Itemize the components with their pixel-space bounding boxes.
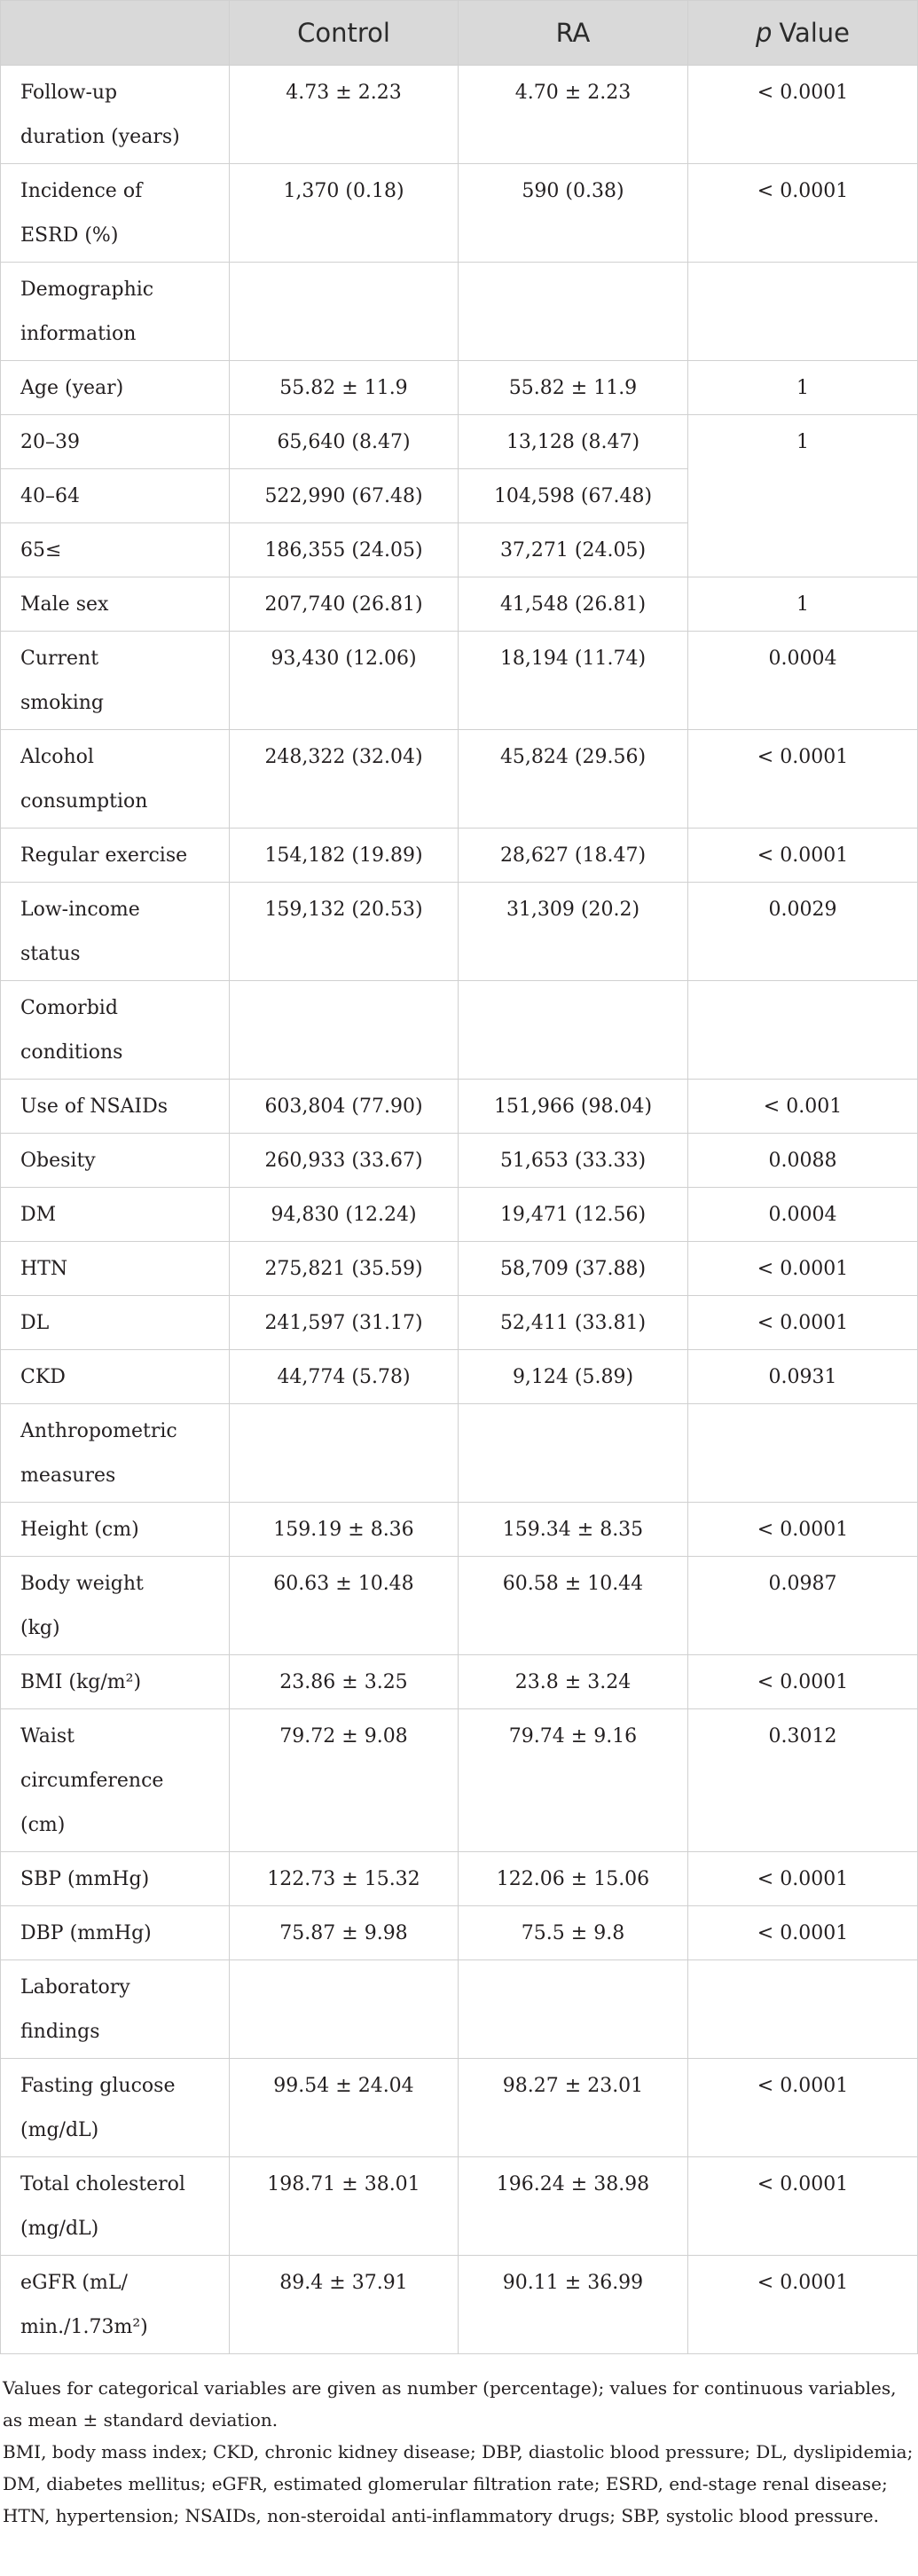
ra-value-cell: 122.06 ± 15.06	[459, 1852, 688, 1906]
p-value-cell: < 0.0001	[688, 829, 918, 883]
row-label-line: eGFR (mL/	[20, 2272, 128, 2294]
row-label-line: duration (years)	[20, 126, 180, 148]
control-value-cell: 198.71 ± 38.01	[230, 2157, 459, 2256]
empty-p-value-cell	[688, 1960, 918, 2059]
footnote-abbreviations: BMI, body mass index; CKD, chronic kidney disease; DBP, diastolic blood pressure; DL, dyslipidemia; DM, diabetes mellitus; eGFR, estimated glomerular filtration rate; ESRD, end-stage renal disease; HTN, hypertension; NSAIDs, non-steroidal anti-inflammatory drugs; SBP, systolic blood pressure.	[3, 2441, 914, 2526]
p-value-cell: < 0.0001	[688, 1852, 918, 1906]
ra-value-cell: 41,548 (26.81)	[459, 577, 688, 632]
p-value-cell: < 0.0001	[688, 164, 918, 263]
row-label-line: (mg/dL)	[20, 2119, 99, 2141]
row-label-cell	[1, 523, 230, 577]
row-label-cell	[1, 829, 230, 883]
p-value-cell: < 0.0001	[688, 2059, 918, 2157]
control-value-cell: 65,640 (8.47)	[230, 415, 459, 469]
row-label-cell	[1, 1655, 230, 1709]
control-value-cell: 275,821 (35.59)	[230, 1242, 459, 1296]
row-label-line: Regular exercise	[20, 844, 188, 867]
control-value-cell: 159.19 ± 8.36	[230, 1503, 459, 1557]
row-label-cell	[1, 577, 230, 632]
header-control: Control	[230, 1, 459, 66]
row-label-cell	[1, 469, 230, 523]
control-value-cell: 122.73 ± 15.32	[230, 1852, 459, 1906]
section-heading-cell	[1, 1960, 230, 2059]
section-heading-line: findings	[20, 2021, 100, 2043]
p-value-cell: 0.0987	[688, 1557, 918, 1655]
ra-value-cell: 104,598 (67.48)	[459, 469, 688, 523]
footnote-values-note: Values for categorical variables are given as number (percentage); values for continuous variables, as mean ± standard deviation.	[3, 2377, 897, 2431]
row-label-line: Total cholesterol	[20, 2173, 185, 2195]
ra-value-cell: 28,627 (18.47)	[459, 829, 688, 883]
ra-value-cell: 9,124 (5.89)	[459, 1350, 688, 1404]
row-label-cell	[1, 2157, 230, 2256]
ra-value-cell: 18,194 (11.74)	[459, 632, 688, 730]
p-value-cell: < 0.0001	[688, 1242, 918, 1296]
row-label-line: ESRD (%)	[20, 224, 119, 247]
control-value-cell: 55.82 ± 11.9	[230, 361, 459, 415]
control-value-cell: 522,990 (67.48)	[230, 469, 459, 523]
p-value-cell: < 0.0001	[688, 1503, 918, 1557]
p-value-cell: < 0.001	[688, 1080, 918, 1134]
row-label-line: status	[20, 943, 81, 965]
row-label-line: HTN	[20, 1258, 68, 1280]
header-ra: RA	[459, 1, 688, 66]
row-label-line: (cm)	[20, 1814, 66, 1836]
row-label-line: Follow-up	[20, 82, 118, 104]
row-label-cell	[1, 2256, 230, 2354]
p-value-cell: < 0.0001	[688, 66, 918, 164]
control-value-cell: 99.54 ± 24.04	[230, 2059, 459, 2157]
row-label-line: DL	[20, 1312, 50, 1334]
section-heading-cell	[1, 1404, 230, 1503]
row-label-cell	[1, 1557, 230, 1655]
ra-value-cell: 196.24 ± 38.98	[459, 2157, 688, 2256]
p-value-cell: 0.0004	[688, 1188, 918, 1242]
p-value-cell: 1	[688, 415, 918, 577]
p-value-cell: 0.0004	[688, 632, 918, 730]
control-value-cell: 23.86 ± 3.25	[230, 1655, 459, 1709]
p-value-cell: < 0.0001	[688, 2256, 918, 2354]
empty-control-cell	[230, 981, 459, 1080]
empty-control-cell	[230, 1404, 459, 1503]
ra-value-cell: 60.58 ± 10.44	[459, 1557, 688, 1655]
row-label-line: Male sex	[20, 593, 109, 616]
control-value-cell: 159,132 (20.53)	[230, 883, 459, 981]
table-footnote	[0, 2354, 918, 2532]
row-label-line: Current	[20, 648, 99, 670]
p-value-cell: < 0.0001	[688, 1906, 918, 1960]
p-value-cell: < 0.0001	[688, 1655, 918, 1709]
section-heading-line: measures	[20, 1465, 116, 1487]
control-value-cell: 241,597 (31.17)	[230, 1296, 459, 1350]
p-value-cell: < 0.0001	[688, 1296, 918, 1350]
row-label-cell	[1, 1350, 230, 1404]
row-label-line: Body weight	[20, 1573, 144, 1595]
control-value-cell: 4.73 ± 2.23	[230, 66, 459, 164]
ra-value-cell: 98.27 ± 23.01	[459, 2059, 688, 2157]
row-label-line: Age (year)	[20, 377, 124, 399]
row-label-line: (mg/dL)	[20, 2218, 99, 2240]
row-label-line: SBP (mmHg)	[20, 1868, 150, 1890]
row-label-cell	[1, 1709, 230, 1852]
header-p-value	[688, 1, 918, 66]
control-value-cell: 94,830 (12.24)	[230, 1188, 459, 1242]
empty-ra-cell	[459, 1960, 688, 2059]
row-label-cell	[1, 632, 230, 730]
row-label-cell	[1, 361, 230, 415]
row-label-cell	[1, 164, 230, 263]
empty-p-value-cell	[688, 263, 918, 361]
control-value-cell: 248,322 (32.04)	[230, 730, 459, 829]
row-label-line: Fasting glucose	[20, 2075, 176, 2097]
ra-value-cell: 45,824 (29.56)	[459, 730, 688, 829]
control-value-cell: 260,933 (33.67)	[230, 1134, 459, 1188]
section-heading-cell	[1, 981, 230, 1080]
row-label-cell	[1, 1852, 230, 1906]
ra-value-cell: 52,411 (33.81)	[459, 1296, 688, 1350]
control-value-cell: 154,182 (19.89)	[230, 829, 459, 883]
p-value-cell: 0.0088	[688, 1134, 918, 1188]
row-label-line: Waist	[20, 1725, 75, 1747]
control-value-cell: 44,774 (5.78)	[230, 1350, 459, 1404]
ra-value-cell: 159.34 ± 8.35	[459, 1503, 688, 1557]
control-value-cell: 603,804 (77.90)	[230, 1080, 459, 1134]
ra-value-cell: 4.70 ± 2.23	[459, 66, 688, 164]
empty-ra-cell	[459, 1404, 688, 1503]
row-label-line: 20–39	[20, 431, 80, 453]
ra-value-cell: 19,471 (12.56)	[459, 1188, 688, 1242]
section-heading-line: Laboratory	[20, 1976, 130, 1999]
control-value-cell: 1,370 (0.18)	[230, 164, 459, 263]
row-label-line: CKD	[20, 1366, 66, 1388]
p-value-cell: 1	[688, 361, 918, 415]
row-label-line: Obesity	[20, 1150, 96, 1172]
row-label-cell	[1, 1080, 230, 1134]
row-label-line: 40–64	[20, 485, 80, 507]
p-value-cell: 0.0931	[688, 1350, 918, 1404]
section-heading-line: Comorbid	[20, 997, 118, 1019]
section-heading-line: conditions	[20, 1041, 123, 1064]
p-value-word: Value	[779, 17, 851, 48]
row-label-cell	[1, 730, 230, 829]
row-label-cell	[1, 66, 230, 164]
row-label-cell	[1, 1503, 230, 1557]
ra-value-cell: 90.11 ± 36.99	[459, 2256, 688, 2354]
ra-value-cell: 55.82 ± 11.9	[459, 361, 688, 415]
empty-p-value-cell	[688, 1404, 918, 1503]
control-value-cell: 186,355 (24.05)	[230, 523, 459, 577]
section-heading-cell	[1, 263, 230, 361]
row-label-line: Incidence of	[20, 180, 143, 202]
row-label-cell	[1, 1906, 230, 1960]
control-value-cell: 79.72 ± 9.08	[230, 1709, 459, 1852]
row-label-line: DBP (mmHg)	[20, 1922, 152, 1944]
row-label-cell	[1, 1134, 230, 1188]
row-label-line: Low-income	[20, 899, 140, 921]
row-label-cell	[1, 1188, 230, 1242]
header-empty-cell	[1, 1, 230, 66]
section-heading-line: Anthropometric	[20, 1420, 177, 1442]
row-label-cell	[1, 883, 230, 981]
p-value-cell: 0.3012	[688, 1709, 918, 1852]
ra-value-cell: 151,966 (98.04)	[459, 1080, 688, 1134]
row-label-line: Alcohol	[20, 746, 94, 768]
row-label-line: min./1.73m²)	[20, 2316, 148, 2338]
empty-control-cell	[230, 1960, 459, 2059]
p-symbol: p	[755, 17, 773, 48]
ra-value-cell: 37,271 (24.05)	[459, 523, 688, 577]
row-label-line: (kg)	[20, 1617, 60, 1639]
row-label-line: DM	[20, 1204, 57, 1226]
ra-value-cell: 51,653 (33.33)	[459, 1134, 688, 1188]
row-label-line: consumption	[20, 790, 148, 813]
control-value-cell: 89.4 ± 37.91	[230, 2256, 459, 2354]
section-heading-line: information	[20, 323, 137, 345]
row-label-line: Height (cm)	[20, 1519, 139, 1541]
empty-p-value-cell	[688, 981, 918, 1080]
section-heading-line: Demographic	[20, 279, 154, 301]
row-label-line: circumference	[20, 1770, 164, 1792]
ra-value-cell: 31,309 (20.2)	[459, 883, 688, 981]
ra-value-cell: 23.8 ± 3.24	[459, 1655, 688, 1709]
p-value-cell: 0.0029	[688, 883, 918, 981]
p-value-cell: 1	[688, 577, 918, 632]
empty-ra-cell	[459, 981, 688, 1080]
row-label-line: Use of NSAIDs	[20, 1096, 169, 1118]
control-value-cell: 75.87 ± 9.98	[230, 1906, 459, 1960]
p-value-cell: < 0.0001	[688, 2157, 918, 2256]
row-label-line: 65≤	[20, 539, 62, 562]
ra-value-cell: 75.5 ± 9.8	[459, 1906, 688, 1960]
ra-value-cell: 13,128 (8.47)	[459, 415, 688, 469]
row-label-line: smoking	[20, 692, 105, 714]
p-value-cell: < 0.0001	[688, 730, 918, 829]
row-label-cell	[1, 2059, 230, 2157]
empty-control-cell	[230, 263, 459, 361]
row-label-cell	[1, 1296, 230, 1350]
control-value-cell: 60.63 ± 10.48	[230, 1557, 459, 1655]
control-value-cell: 93,430 (12.06)	[230, 632, 459, 730]
empty-ra-cell	[459, 263, 688, 361]
ra-value-cell: 590 (0.38)	[459, 164, 688, 263]
row-label-cell	[1, 415, 230, 469]
row-label-line: BMI (kg/m²)	[20, 1671, 142, 1693]
control-value-cell: 207,740 (26.81)	[230, 577, 459, 632]
row-label-cell	[1, 1242, 230, 1296]
ra-value-cell: 79.74 ± 9.16	[459, 1709, 688, 1852]
ra-value-cell: 58,709 (37.88)	[459, 1242, 688, 1296]
